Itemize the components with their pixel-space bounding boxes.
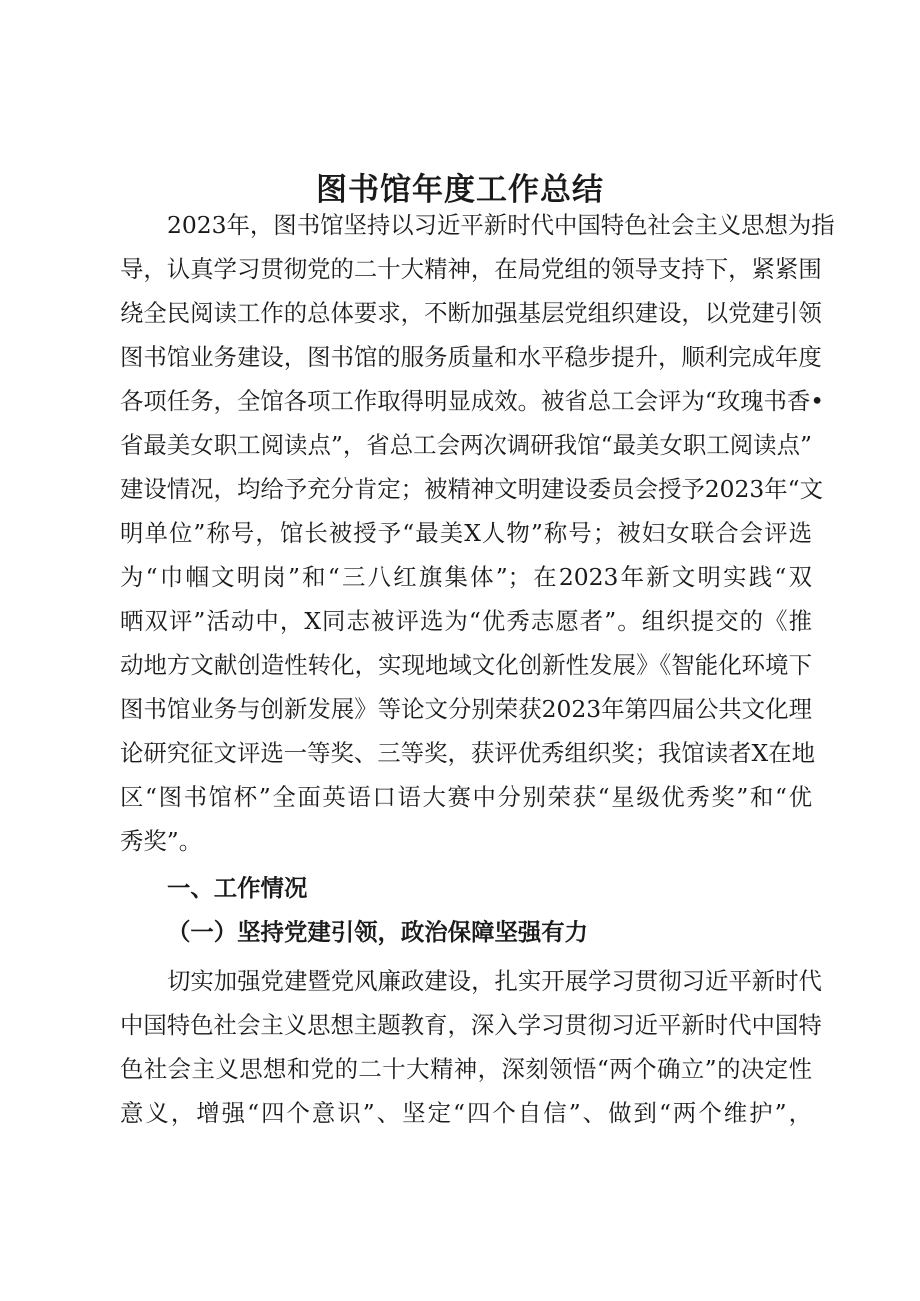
intro-line: 各项任务，全馆各项工作取得明显成效。被省总工会评为“玫瑰书香•: [120, 387, 825, 415]
intro-line: 论研究征文评选一等奖、三等奖，获评优秀组织奖；我馆读者X在地: [120, 739, 815, 767]
document-title: 图书馆年度工作总结: [316, 172, 604, 208]
intro-line: 省最美女职工阅读点”，省总工会两次调研我馆“最美女职工阅读点”: [120, 431, 812, 459]
intro-line: 图书馆业务与创新发展》等论文分别荣获2023年第四届公共文化理: [120, 695, 812, 723]
intro-line: 为“巾帼文明岗”和“三八红旗集体”；在2023年新文明实践“双: [120, 563, 812, 591]
intro-line: 明单位”称号，馆长被授予“最美X人物”称号；被妇女联合会评选: [120, 519, 812, 547]
body-line: 切实加强党建暨党风廉政建设，扎实开展学习贯彻习近平新时代: [167, 967, 822, 995]
intro-line: 区“图书馆杯”全面英语口语大赛中分别荣获“星级优秀奖”和“优: [120, 783, 812, 811]
intro-line: 导，认真学习贯彻党的二十大精神，在局党组的领导支持下，紧紧围: [120, 255, 822, 283]
intro-line: 动地方文献创造性转化，实现地域文化创新性发展》《智能化环境下: [120, 651, 812, 679]
intro-line: 秀奖”。: [120, 827, 203, 855]
body-line: 色社会主义思想和党的二十大精神，深刻领悟“两个确立”的决定性: [120, 1055, 812, 1083]
intro-line: 晒双评”活动中，X同志被评选为“优秀志愿者”。组织提交的《推: [120, 607, 812, 635]
intro-line: 2023年，图书馆坚持以习近平新时代中国特色社会主义思想为指: [167, 211, 835, 239]
intro-line: 建设情况，均给予充分肯定；被精神文明建设委员会授予2023年“文: [120, 475, 824, 503]
subsection-heading: （一）坚持党建引领，政治保障坚强有力: [167, 918, 589, 946]
section-heading: 一、工作情况: [167, 874, 308, 902]
intro-line: 绕全民阅读工作的总体要求，不断加强基层党组织建设，以党建引领: [120, 299, 822, 327]
body-line: 意义，增强“四个意识”、坚定“四个自信”、做到“两个维护”，: [120, 1099, 812, 1127]
intro-line: 图书馆业务建设，图书馆的服务质量和水平稳步提升，顺利完成年度: [120, 343, 822, 371]
body-line: 中国特色社会主义思想主题教育，深入学习贯彻习近平新时代中国特: [120, 1011, 822, 1039]
